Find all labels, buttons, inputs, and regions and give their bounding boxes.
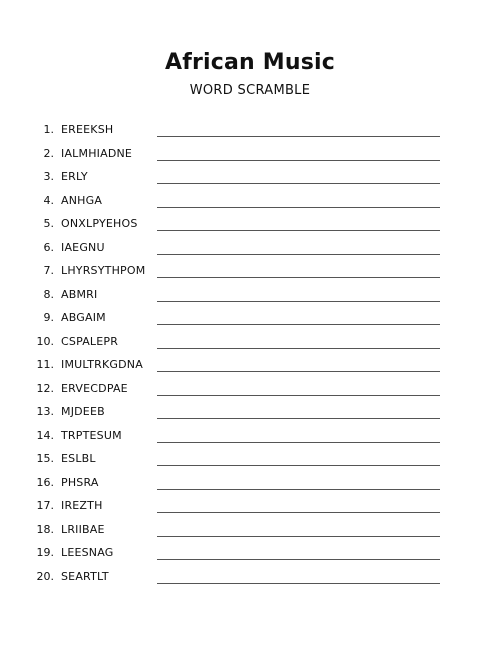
answer-line [157,277,440,278]
answer-line [157,512,440,513]
item-number: 5. [43,217,54,230]
scrambled-word: MJDEEB [61,405,105,418]
scramble-row [0,567,500,591]
answer-line [157,442,440,443]
answer-line [157,559,440,560]
scrambled-word: ANHGA [61,193,103,207]
item-number: 14. [36,428,54,442]
scrambled-word: TRPTESUM [61,428,122,442]
answer-line [157,324,440,325]
answer-line [157,395,440,396]
item-number: 13. [36,405,54,418]
answer-line [157,207,440,208]
scramble-row [0,402,500,426]
answer-line [157,489,440,490]
scrambled-word: IAEGNU [61,240,105,254]
page-subtitle: WORD SCRAMBLE [189,83,311,98]
item-number: 15. [36,452,54,465]
scramble-row [0,332,500,356]
scramble-row [0,355,500,379]
scramble-row [0,167,500,191]
scramble-row [0,308,500,332]
scrambled-word: PHSRA [61,475,99,489]
item-number: 1. [43,123,54,136]
item-number: 3. [43,170,54,183]
answer-line [157,348,440,349]
scrambled-word: ABGAIM [61,311,106,324]
scrambled-word: ERLY [61,170,88,183]
item-number: 2. [43,146,54,160]
scrambled-word: IMULTRKGDNA [61,358,143,371]
scramble-row [0,520,500,544]
answer-line [157,160,440,161]
item-number: 11. [36,358,54,371]
answer-line [157,465,440,466]
scramble-row [0,144,500,168]
answer-line [157,536,440,537]
item-number: 16. [36,475,54,489]
scramble-list [0,120,500,590]
answer-line [157,301,440,302]
scrambled-word: LRIIBAE [61,522,105,536]
answer-line [157,371,440,372]
answer-line [157,183,440,184]
scrambled-word: IREZTH [61,499,103,512]
item-number: 6. [43,240,54,254]
answer-line [157,136,440,137]
scrambled-word: LHYRSYTHPOM [61,264,146,277]
scrambled-word: IALMHIADNE [61,146,133,160]
item-number: 8. [43,287,54,301]
scrambled-word: EREEKSH [61,123,114,136]
scramble-row [0,543,500,567]
item-number: 20. [36,569,54,583]
scramble-row [0,449,500,473]
item-number: 18. [36,522,54,536]
item-number: 19. [36,546,54,559]
scramble-row [0,285,500,309]
scrambled-word: CSPALEPR [61,334,119,348]
scramble-row [0,496,500,520]
item-number: 7. [43,264,54,277]
answer-line [157,418,440,419]
scrambled-word: ERVECDPAE [61,381,128,395]
answer-line [157,254,440,255]
item-number: 17. [36,499,54,512]
item-number: 4. [43,193,54,207]
item-number: 9. [43,311,54,324]
answer-line [157,230,440,231]
scrambled-word: ESLBL [61,452,96,465]
scramble-row [0,214,500,238]
scramble-row [0,379,500,403]
scramble-row [0,238,500,262]
scramble-row [0,261,500,285]
scramble-row [0,426,500,450]
scrambled-word: SEARTLT [61,569,109,583]
scrambled-word: ONXLPYEHOS [61,217,138,230]
answer-line [157,583,440,584]
scrambled-word: LEESNAG [61,546,114,559]
item-number: 10. [36,334,54,348]
item-number: 12. [36,381,54,395]
scrambled-word: ABMRI [61,287,98,301]
scramble-row [0,473,500,497]
scramble-row [0,120,500,144]
scramble-row [0,191,500,215]
page-title: African Music [164,50,336,75]
